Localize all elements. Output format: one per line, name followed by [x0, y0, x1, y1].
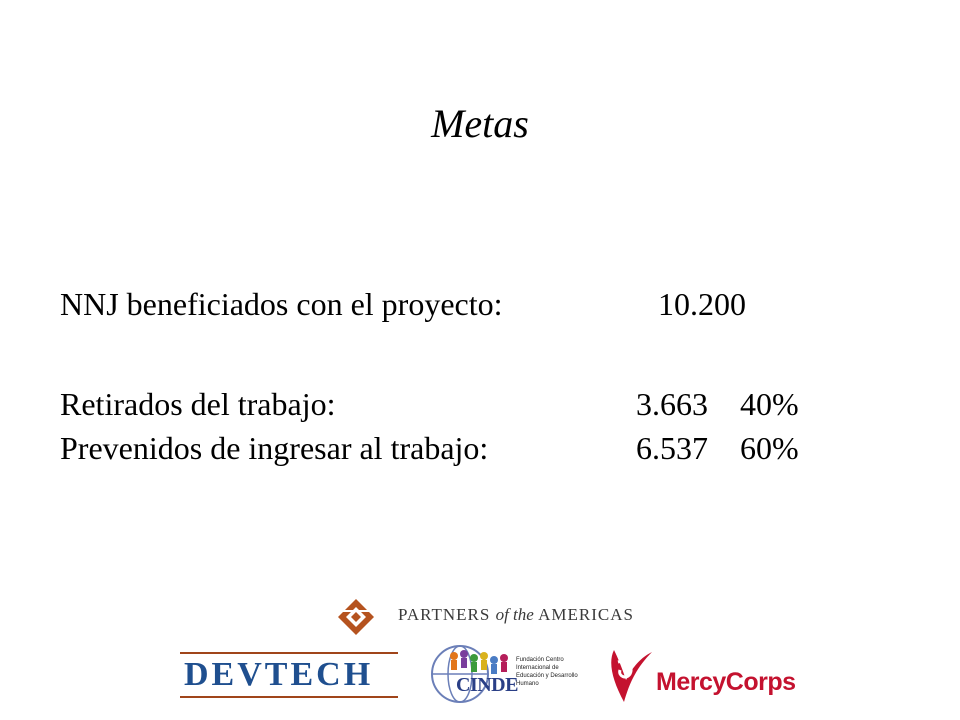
mercycorps-name: MercyCorps: [656, 668, 796, 696]
row-label: Retirados del trabajo:: [60, 386, 336, 422]
cinde-subtitle: Fundación Centro Internacional de Educación y Desarrollo Humano: [516, 657, 578, 687]
row-value: 6.537: [636, 430, 708, 466]
row-label: Prevenidos de ingresar al trabajo:: [60, 430, 489, 466]
heart-swirl-icon: [604, 640, 660, 706]
mercycorps-logo: [604, 640, 810, 706]
row-value: 3.663: [636, 386, 708, 422]
row-percent: 60%: [740, 430, 799, 466]
partners-name: PARTNERS of the AMERICAS: [398, 605, 634, 624]
slide-title: Metas: [431, 101, 529, 146]
cinde-logo: [430, 640, 590, 706]
row-percent: 40%: [740, 386, 799, 422]
devtech-logo: [180, 652, 398, 698]
row-value: 10.200: [658, 286, 746, 322]
cinde-name: CINDE: [456, 674, 518, 696]
partners-diamond-icon: [336, 597, 392, 637]
partners-of-the-americas-logo: [336, 597, 676, 637]
devtech-name: DEVTECH: [184, 656, 374, 693]
row-label: NNJ beneficiados con el proyecto:: [60, 286, 503, 322]
